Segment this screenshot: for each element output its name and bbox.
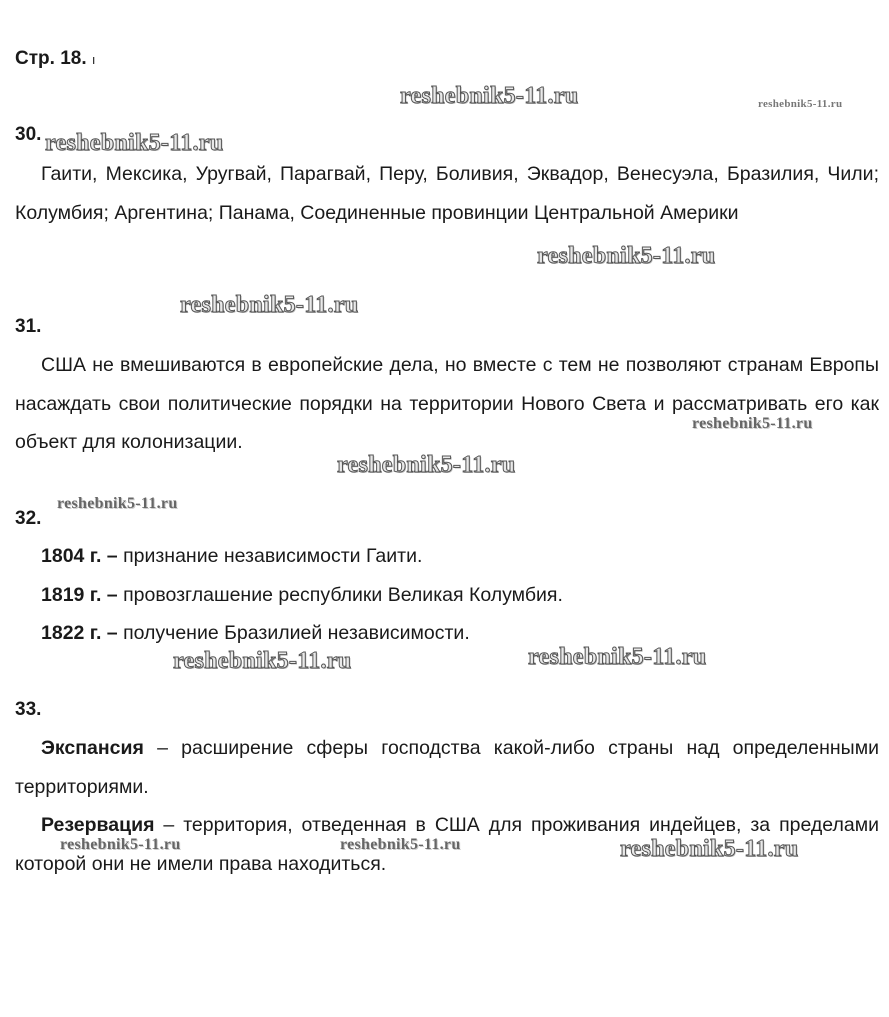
section-30-number: 30. xyxy=(15,124,42,145)
watermark: reshebnik5-11.ru xyxy=(620,836,799,862)
section-32-number: 32. xyxy=(15,508,42,529)
term-expansion xyxy=(15,729,879,806)
watermark: reshebnik5-11.ru xyxy=(400,83,579,109)
event-year: 1822 г. – xyxy=(41,622,118,644)
watermark: reshebnik5-11.ru xyxy=(60,836,181,853)
page-header-label: Стр. 18. xyxy=(15,48,87,69)
watermark: reshebnik5-11.ru xyxy=(528,644,707,670)
event-text: получение Бразилией независимости. xyxy=(117,622,470,644)
section-30-text: Гаити, Мексика, Уругвай, Парагвай, Перу, Боливия, Эквадор, Венесуэла, Бразилия, Чили; Колумбия; Аргентина; Панама, Соединенные провинции Центральной Америки xyxy=(15,163,879,224)
event-year: 1819 г. – xyxy=(41,584,118,606)
section-33-number: 33. xyxy=(15,699,42,720)
watermark: reshebnik5-11.ru xyxy=(337,452,516,478)
event-1822 xyxy=(41,622,470,645)
event-year: 1804 г. – xyxy=(41,545,118,567)
section-31-number: 31. xyxy=(15,316,42,337)
watermark: reshebnik5-11.ru xyxy=(57,495,178,512)
watermark: reshebnik5-11.ru xyxy=(45,130,224,156)
section-31-text: США не вмешиваются в европейские дела, но вместе с тем не позволяют странам Европы насаждать свои политические порядки на территории Нового Света и рассматривать его как объект для колонизации. xyxy=(15,354,879,453)
watermark: reshebnik5-11.ru xyxy=(537,243,716,269)
term-definition: – расширение сферы господства какой-либо страны над определенными территориями. xyxy=(15,737,879,798)
watermark: reshebnik5-11.ru xyxy=(180,292,359,318)
watermark: reshebnik5-11.ru xyxy=(340,836,461,853)
event-1819 xyxy=(41,584,563,607)
term-label: Резервация xyxy=(41,814,155,836)
term-label: Экспансия xyxy=(41,737,144,759)
event-text: провозглашение республики Великая Колумбия. xyxy=(117,584,563,606)
page-header-tail: ı xyxy=(91,52,96,67)
watermark: reshebnik5-11.ru xyxy=(692,415,813,432)
watermark: reshebnik5-11.ru xyxy=(758,98,843,110)
page-header xyxy=(15,48,96,70)
event-text: признание независимости Гаити. xyxy=(117,545,423,567)
event-1804 xyxy=(41,545,422,568)
term-definition: – территория, отведенная в США для проживания индейцев, за пределами которой они не имели права находиться. xyxy=(15,814,879,875)
watermark: reshebnik5-11.ru xyxy=(173,648,352,674)
